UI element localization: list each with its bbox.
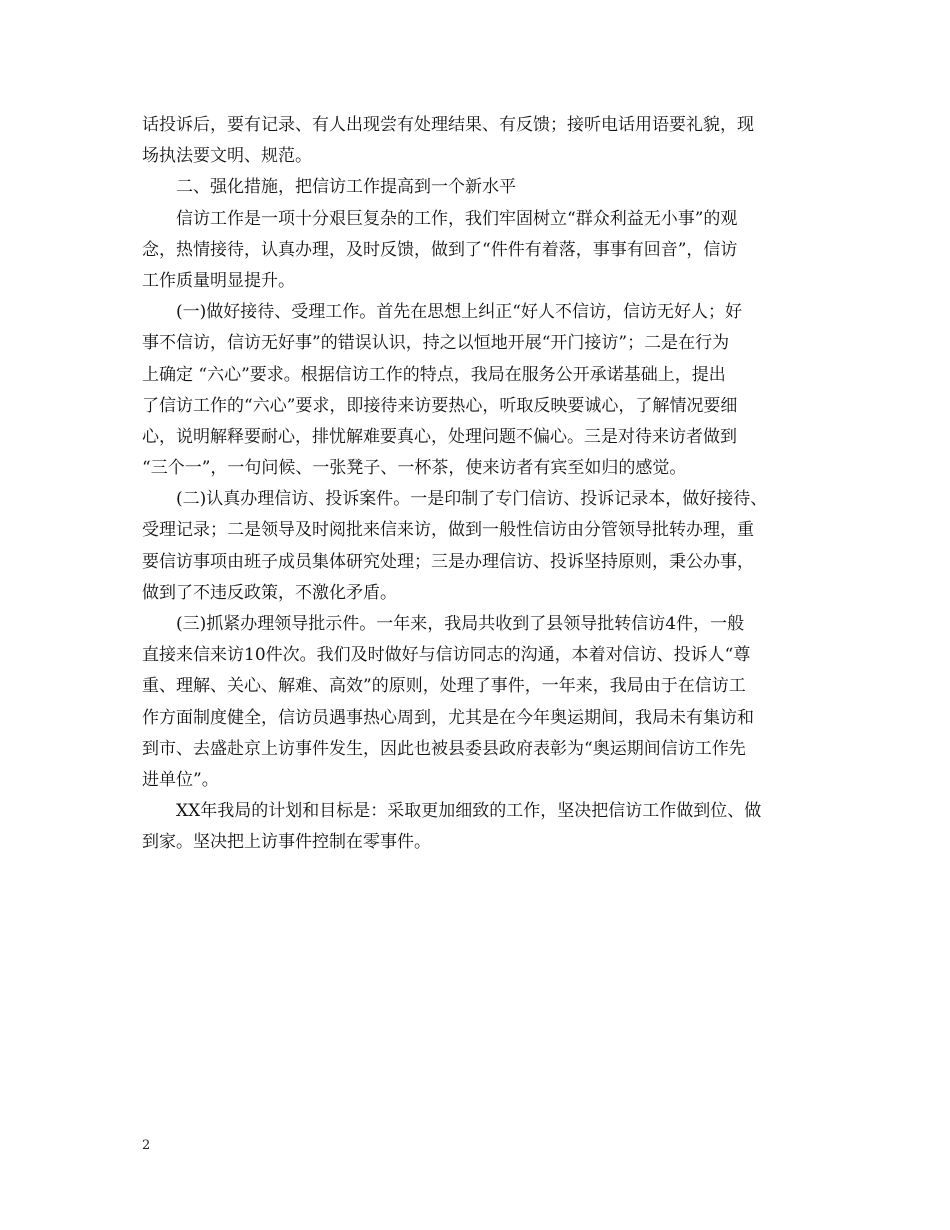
text-line: (二)认真办理信访、投诉案件。一是印制了专门信访、投诉记录本，做好接待、 <box>176 489 768 510</box>
text-line: 场执法要文明、规范。 <box>142 146 312 167</box>
text-line: 上确定 “六心”要求。根据信访工作的特点，我局在服务公开承诺基础上，提出 <box>142 364 726 385</box>
text-line: 二、强化措施，把信访工作提高到一个新水平 <box>176 177 516 198</box>
page-number: 2 <box>142 1138 151 1153</box>
text-line: 念，热情接待，认真办理，及时反馈，做到了“件件有着落，事事有回音”，信访 <box>142 239 738 260</box>
document-body <box>142 110 814 859</box>
text-line: 心，说明解释要耐心，排忧解难要真心，处理问题不偏心。三是对待来访者做到 <box>142 426 737 447</box>
text-line: 了信访工作的“六心”要求，即接待来访要热心，听取反映要诚心，了解情况要细 <box>142 395 738 416</box>
text-line: 要信访事项由班子成员集体研究处理；三是办理信访、投诉坚持原则，秉公办事， <box>142 551 754 572</box>
text-line: 工作质量明显提升。 <box>142 270 295 291</box>
text-line: 信访工作是一项十分艰巨复杂的工作，我们牢固树立“群众利益无小事”的观 <box>176 208 738 229</box>
text-line: 受理记录；二是领导及时阅批来信来访，做到一般性信访由分管领导批转办理，重 <box>142 520 754 541</box>
text-line: (三)抓紧办理领导批示件。一年来，我局共收到了县领导批转信访4件，一般 <box>176 614 745 634</box>
text-line: 做到了不违反政策，不激化矛盾。 <box>142 582 397 603</box>
text-line: 到市、去盛赴京上访事件发生，因此也被县委县政府表彰为“奥运期间信访工作先 <box>142 738 746 759</box>
text-line: 事不信访，信访无好事”的错误认识，持之以恒地开展“开门接访”；二是在行为 <box>142 333 730 354</box>
text-line: 直接来信来访10件次。我们及时做好与信访同志的沟通，本着对信访、投诉人“尊 <box>142 645 751 666</box>
text-line: “三个一”，一句问候、一张凳子、一杯茶，使来访者有宾至如归的感觉。 <box>142 458 687 479</box>
text-line: 作方面制度健全，信访员遇事热心周到，尤其是在今年奥运期间，我局未有集访和 <box>142 707 754 728</box>
text-line: 到家。坚决把上访事件控制在零事件。 <box>142 832 431 853</box>
text-line: 进单位”。 <box>142 769 219 790</box>
text-line: (一)做好接待、受理工作。首先在思想上纠正“好人不信访，信访无好人；好 <box>176 302 742 323</box>
text-line: 话投诉后，要有记录、有人出现尝有处理结果、有反馈；接听电话用语要礼貌，现 <box>142 115 754 135</box>
text-line: 重、理解、关心、解难、高效”的原则，处理了事件，一年来，我局由于在信访工 <box>142 676 746 697</box>
text-line: XX年我局的计划和目标是：采取更加细致的工作，坚决把信访工作做到位、做 <box>176 801 762 822</box>
